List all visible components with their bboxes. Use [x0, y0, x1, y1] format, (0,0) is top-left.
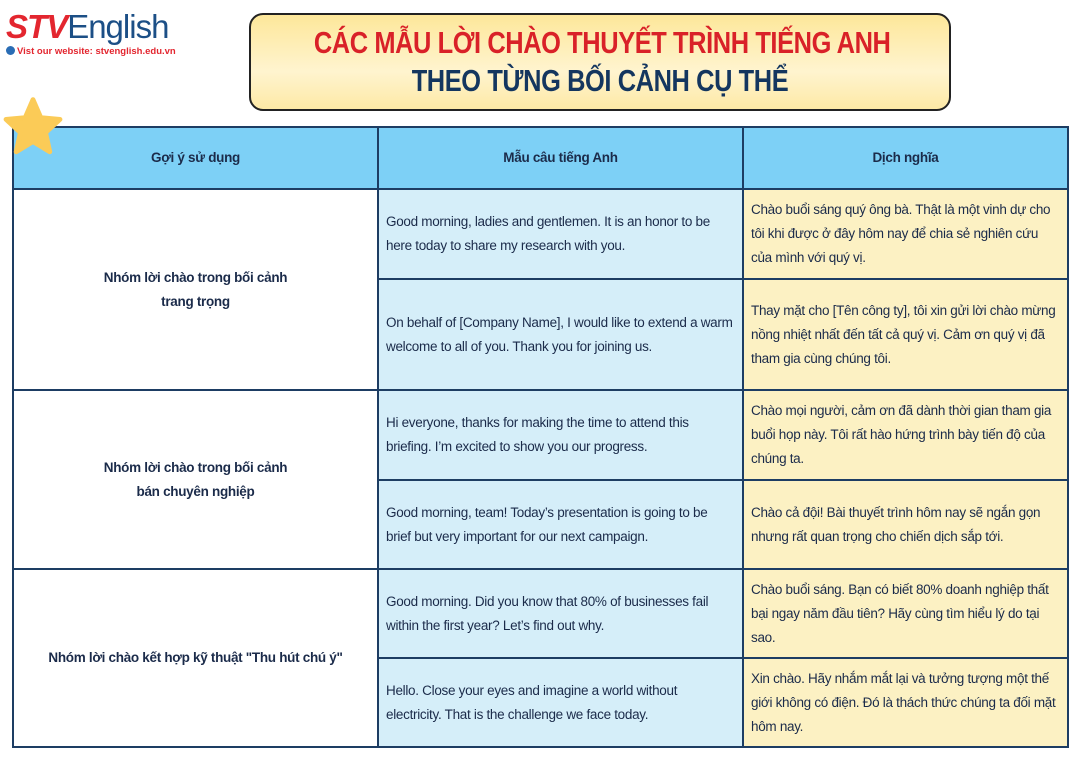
group-formal — [13, 189, 378, 390]
star-icon — [2, 96, 64, 156]
english-cell: Good morning, team! Today’s presentation is going to be brief but very important for our next campaign. — [378, 480, 743, 569]
table-header-row — [13, 127, 1068, 189]
translation-cell: Xin chào. Hãy nhắm mắt lại và tưởng tượng một thế giới không có điện. Đó là thách thức chúng ta đối mặt hôm nay. — [743, 658, 1068, 747]
logo-stv: STV — [6, 8, 68, 45]
header-english: Mẫu câu tiếng Anh — [378, 127, 743, 189]
title-line-1: CÁC MẪU LỜI CHÀO THUYẾT TRÌNH TIẾNG ANH — [313, 25, 891, 60]
translation-cell: Chào mọi người, cảm ơn đã dành thời gian tham gia buổi họp này. Tôi rất hào hứng trình bày tiến độ của chúng ta. — [743, 390, 1068, 480]
english-cell: On behalf of [Company Name], I would like to extend a warm welcome to all of you. Thank you for joining us. — [378, 279, 743, 390]
group-label: trang trọng — [161, 293, 230, 309]
header-translation: Dịch nghĩa — [743, 127, 1068, 189]
tagline-text: Vist our website: stvenglish.edu.vn — [17, 46, 176, 57]
group-label: Nhóm lời chào trong bối cảnh — [103, 269, 288, 285]
table-row — [13, 569, 1068, 658]
stv-english-logo[interactable] — [6, 8, 196, 58]
logo-wordmark — [6, 8, 168, 46]
logo-tagline — [6, 46, 176, 57]
logo-english: English — [67, 8, 169, 45]
group-label: Nhóm lời chào trong bối cảnh — [103, 459, 288, 475]
translation-cell: Chào cả đội! Bài thuyết trình hôm nay sẽ ngắn gọn nhưng rất quan trọng cho chiến dịch sắp tới. — [743, 480, 1068, 569]
translation-cell: Thay mặt cho [Tên công ty], tôi xin gửi lời chào mừng nồng nhiệt nhất đến tất cả quý vị. Cảm ơn quý vị đã tham gia cùng chúng tôi. — [743, 279, 1068, 390]
group-label: Nhóm lời chào kết hợp kỹ thuật "Thu hút chú ý" — [48, 650, 343, 665]
english-cell: Hello. Close your eyes and imagine a world without electricity. That is the challenge we face today. — [378, 658, 743, 747]
translation-cell: Chào buổi sáng. Bạn có biết 80% doanh nghiệp thất bại ngay năm đầu tiên? Hãy cùng tìm hiểu lý do tại sao. — [743, 569, 1068, 658]
title-banner — [249, 13, 951, 111]
english-cell: Hi everyone, thanks for making the time to attend this briefing. I’m excited to show you our progress. — [378, 390, 743, 480]
translation-cell: Chào buổi sáng quý ông bà. Thật là một vinh dự cho tôi khi được ở đây hôm nay để chia sẻ nghiên cứu của mình với quý vị. — [743, 189, 1068, 279]
group-attention-grabbing — [13, 569, 378, 747]
header-usage: Gợi ý sử dụng — [13, 127, 378, 189]
globe-icon — [6, 46, 15, 55]
title-line-2: THEO TỪNG BỐI CẢNH CỤ THỂ — [411, 63, 789, 98]
group-semi-professional — [13, 390, 378, 569]
table-row — [13, 390, 1068, 480]
english-cell: Good morning, ladies and gentlemen. It is an honor to be here today to share my research with you. — [378, 189, 743, 279]
greetings-table — [12, 126, 1069, 748]
english-cell: Good morning. Did you know that 80% of businesses fail within the first year? Let’s find out why. — [378, 569, 743, 658]
group-label: bán chuyên nghiệp — [136, 483, 255, 499]
table-row — [13, 189, 1068, 279]
